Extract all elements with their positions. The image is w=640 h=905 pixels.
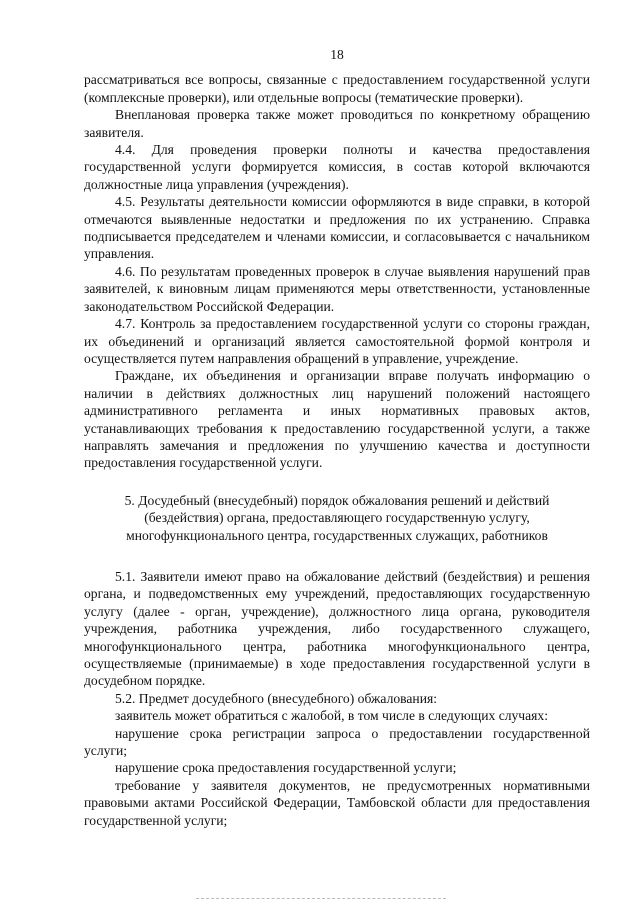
paragraph: требование у заявителя документов, не предусмотренных нормативными правовыми актами Российской Федерации, Тамбовской области для предоставления государственной услуги;: [84, 777, 590, 828]
paragraph: рассматриваться все вопросы, связанные с предоставлением государственной услуги (комплексные проверки), или отдельные вопросы (тематические проверки).: [84, 72, 590, 105]
section-5-heading: 5. Досудебный (внесудебный) порядок обжалования решений и действий (бездействия) органа, предоставляющего государственную услугу, многофункционального центра, государственных служащих, работников: [124, 492, 550, 543]
paragraph: Граждане, их объединения и организации вправе получать информацию о наличии в действиях должностных лиц нарушений положений настоящего административного регламента и иных нормативных правовых актов, устанавливающих требования к предоставлению государственной услуги, а также направлять замечания и предложения по улучшению качества и доступности предоставления государственной услуги.: [84, 368, 590, 471]
footer-divider: [196, 898, 446, 900]
paragraph: Внеплановая проверка также может проводиться по конкретному обращению заявителя.: [84, 107, 590, 140]
paragraph: заявитель может обратиться с жалобой, в том числе в следующих случаях:: [115, 708, 549, 724]
section-5-body: [84, 568, 590, 829]
paragraph: 4.7. Контроль за предоставлением государственной услуги со стороны граждан, их объединений и организаций является самостоятельной формой контроля и осуществляется путем направления обращений в управление, учреждение.: [84, 316, 590, 366]
paragraph: нарушение срока регистрации запроса о предоставлении государственной услуги;: [84, 725, 590, 759]
paragraph: 4.6. По результатам проведенных проверок в случае выявления нарушений прав заявителей, к виновным лицам применяются меры ответственности, установленные законодательством Российской Федерации.: [84, 263, 590, 314]
paragraph: нарушение срока предоставления государственной услуги;: [115, 760, 457, 776]
paragraph: 5.2. Предмет досудебного (внесудебного) обжалования:: [115, 690, 438, 706]
paragraph: 5.1. Заявители имеют право на обжалование действий (бездействия) и решения органа, и подведомственных ему учреждений, предоставляющих государственную услугу (далее - орган, учреждение), должностного лица органа, руководителя учреждения, работника учреждения, либо государственного служащего, многофункционального центра, работника многофункционального центра, осуществляемые (принимаемые) в ходе предоставления государственной услуги в досудебном порядке.: [84, 568, 590, 689]
paragraph: 4.4. Для проведения проверки полноты и качества предоставления государственной услуги формируется комиссия, в состав которой включаются должностные лица управления (учреждения).: [84, 142, 590, 192]
document-page: [84, 46, 590, 829]
paragraph: 4.5. Результаты деятельности комиссии оформляются в виде справки, в которой отмечаются выявленные недостатки и предложения по их устранению. Справка подписывается председателем и членами комиссии, и согласовывается с начальником управления.: [84, 194, 590, 262]
page-number: 18: [330, 47, 344, 62]
section-4-body: [84, 71, 590, 471]
